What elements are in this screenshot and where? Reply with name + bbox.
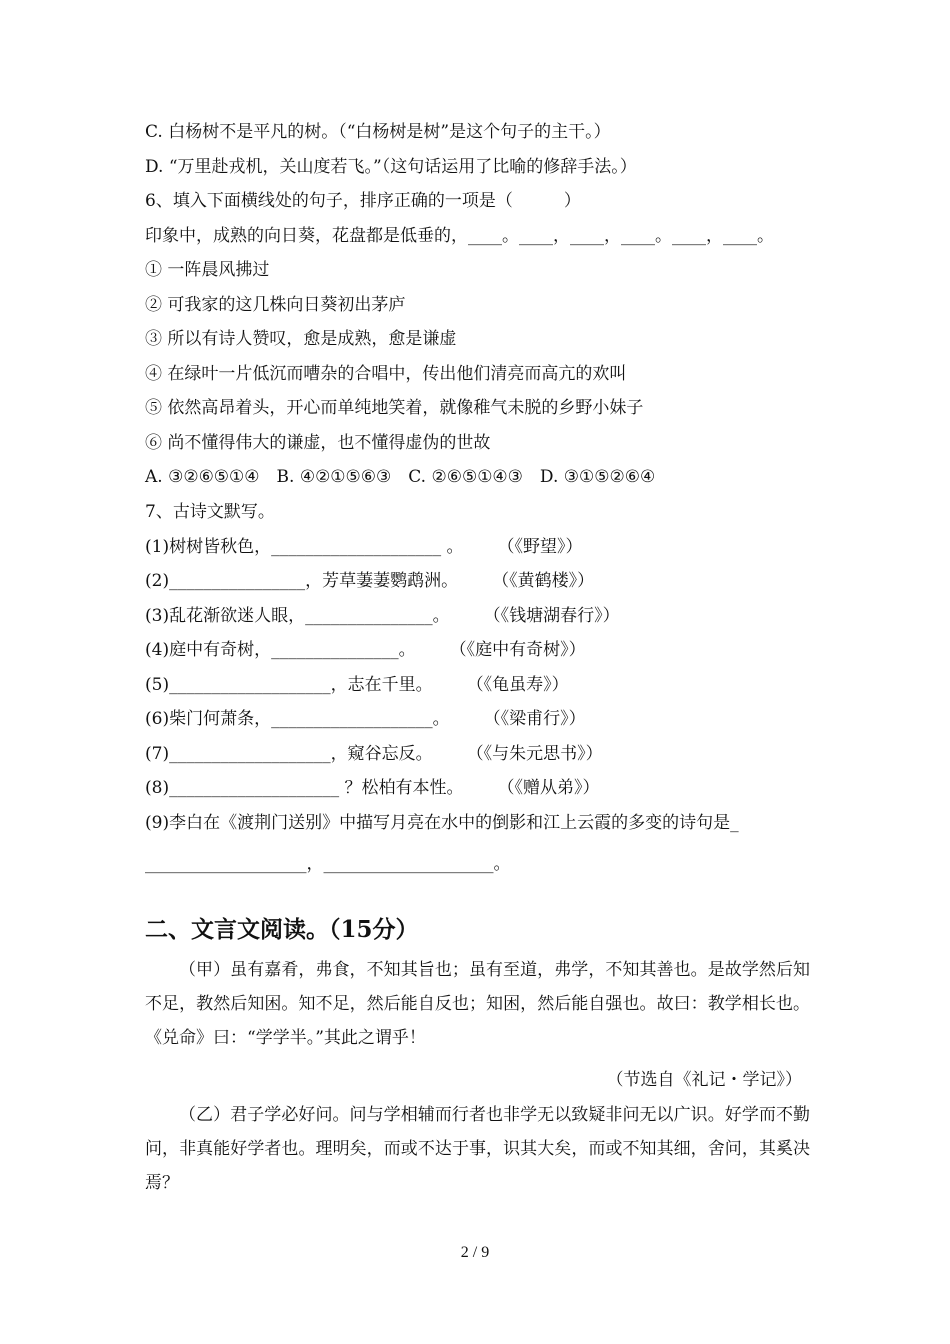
poem-blank-2: (2)________________，芳草萋萋鹦鹉洲。 （《黄鹤楼》） [145,571,595,591]
poem-blank-1: (1)树树皆秋色，____________________ 。 （《野望》） [145,537,583,557]
sentence-item-6: ⑥ 尚不懂得伟大的谦虚，也不懂得虚伪的世故 [145,433,491,453]
question-6-prompt: 6、填入下面横线处的句子，排序正确的一项是（ ） [145,191,581,211]
poem-blank-8: (8)____________________ ？松柏有本性。 （《赠从弟》） [145,778,600,798]
question-6-passage: 印象中，成熟的向日葵，花盘都是低垂的，____。____，____，____。____，____。 [145,226,774,246]
section-heading: 二、文言文阅读。（15分） [145,916,419,943]
poem-blank-6: (6)柴门何萧条，___________________。 （《梁甫行》） [145,709,586,729]
question-6-choices: A. ③②⑥⑤①④ B. ④②①⑤⑥③ C. ②⑥⑤①④③ D. ③①⑤②⑥④ [145,467,656,487]
sentence-item-3: ③ 所以有诗人赞叹，愈是成熟，愈是谦虚 [145,329,457,349]
question-7-prompt: 7、古诗文默写。 [145,502,275,522]
sentence-item-4: ④ 在绿叶一片低沉而嘈杂的合唱中，传出他们清亮而高亢的欢叫 [145,364,627,384]
poem-blank-5: (5)___________________，志在千里。 （《龟虽寿》） [145,675,569,695]
poem-blank-9-answer: ___________________，____________________。 [145,854,511,874]
poem-blank-4: (4)庭中有奇树，_______________。 （《庭中有奇树》） [145,640,586,660]
sentence-item-5: ⑤ 依然高昂着头，开心而单纯地笑着，就像稚气未脱的乡野小妹子 [145,398,644,418]
sentence-item-2: ② 可我家的这几株向日葵初出茅庐 [145,295,406,315]
option-d-line: D. “万里赴戎机，关山度若飞。”（这句话运用了比喻的修辞手法。） [145,157,637,177]
sentence-item-1: ① 一阵晨风拂过 [145,260,270,280]
passage-a: （甲）虽有嘉肴，弗食，不知其旨也；虽有至道，弗学，不知其善也。是故学然后知不足，教然后知困。知不足，然后能自反也；知困，然后能自强也。故曰：教学相长也。《兑命》曰：“学学半。”其此之谓乎！ [145,960,810,1048]
poem-blank-7: (7)___________________，窥谷忘反。 （《与朱元思书》） [145,744,603,764]
poem-blank-3: (3)乱花渐欲迷人眼，_______________。 （《钱塘湖春行》） [145,606,620,626]
option-c-line: C. 白杨树不是平凡的树。（“白杨树是树”是这个句子的主干。） [145,122,611,142]
page-number: 2 / 9 [460,1244,490,1261]
passage-b: （乙）君子学必好问。问与学相辅而行者也非学无以致疑非问无以广识。好学而不勤问，非真能好学者也。理明矣，而或不达于事，识其大矣，而或不知其细，舍问，其奚决焉？ [145,1105,810,1193]
poem-blank-9: (9)李白在《渡荆门送别》中描写月亮在水中的倒影和江上云霞的多变的诗句是_ [145,813,739,833]
passage-a-source: （节选自《礼记・学记》） [606,1070,802,1090]
